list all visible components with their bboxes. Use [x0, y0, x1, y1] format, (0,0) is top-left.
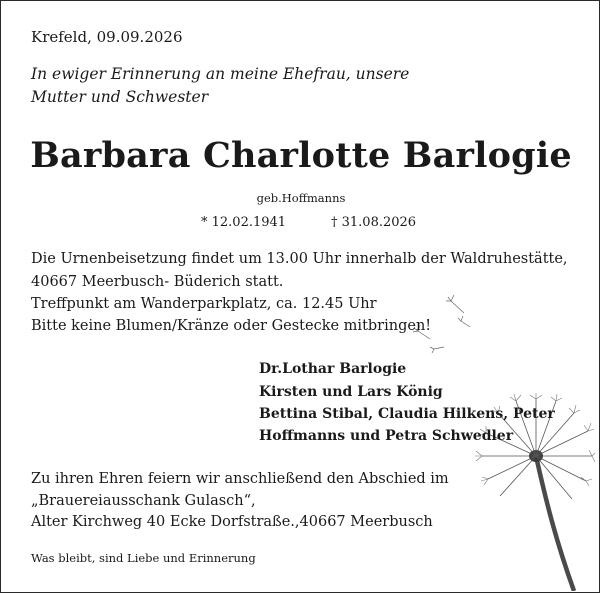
family-member: Dr.Lothar Barlogie [259, 361, 407, 377]
deceased-name: Barbara Charlotte Barlogie [30, 135, 572, 176]
ceremony-line: 40667 Meerbusch- Büderich statt. [31, 274, 284, 290]
celebration-line: Zu ihren Ehren feiern wir anschließend den Abschied im [31, 471, 449, 487]
ceremony-line: Bitte keine Blumen/Kränze oder Gestecke mitbringen! [31, 318, 432, 334]
ceremony-line: Treffpunkt am Wanderparkplatz, ca. 12.45 Uhr [31, 296, 377, 312]
celebration-line: „Brauereiausschank Gulasch“, [31, 493, 256, 509]
closing-line: Was bleibt, sind Liebe und Erinnerung [31, 551, 256, 565]
family-member: Kirsten und Lars König [259, 384, 443, 400]
ceremony-line: Die Urnenbeisetzung findet um 13.00 Uhr innerhalb der Waldruhestätte, [31, 251, 568, 267]
birth-date: * 12.02.1941 [201, 215, 287, 230]
family-member: Hoffmanns und Petra Schwedler [259, 428, 514, 444]
intro-line-1: In ewiger Erinnerung an meine Ehefrau, unsere [31, 65, 410, 83]
celebration-line: Alter Kirchweg 40 Ecke Dorfstraße.,40667 Meerbusch [31, 514, 433, 530]
maiden-name: geb.Hoffmanns [256, 191, 346, 205]
family-member: Bettina Stibal, Claudia Hilkens, Peter [259, 406, 555, 422]
death-date: † 31.08.2026 [331, 215, 417, 230]
intro-line-2: Mutter und Schwester [31, 88, 209, 106]
place-date: Krefeld, 09.09.2026 [31, 28, 183, 46]
